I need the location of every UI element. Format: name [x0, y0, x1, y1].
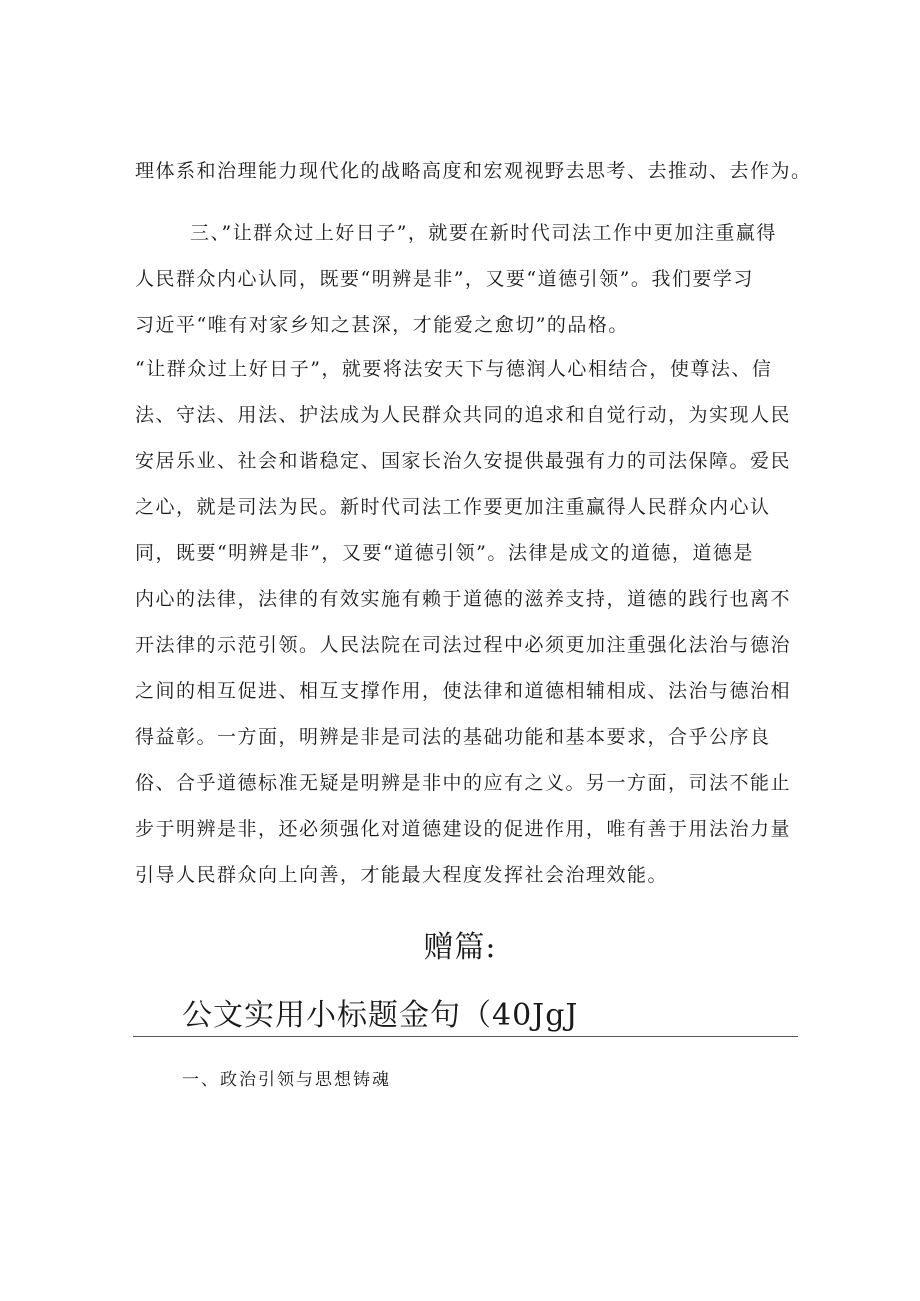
- section-three-line-1: 三、”让群众过上好日子”，就要在新时代司法工作中更加注重赢得: [190, 222, 777, 244]
- body-line: “让群众过上好日子”，就要将法安天下与德润人心相结合，使尊法、信: [135, 358, 773, 380]
- paragraph-line: 理体系和治理能力现代化的战略高度和宏观视野去思考、去推动、去作为。: [135, 160, 812, 182]
- body-line: 内心的法律，法律的有效实施有赖于道德的滋养支持，道德的践行也离不: [135, 588, 792, 610]
- body-line: 安居乐业、社会和谐稳定、国家长治久安提供最强有力的司法保障。爱民: [135, 450, 792, 472]
- body-line: 引导人民群众向上向善，才能最大程度发挥社会治理效能。: [135, 864, 669, 886]
- bonus-heading: 赠篇:: [423, 930, 497, 965]
- body-line: 开法律的示范引领。人民法院在司法过程中必须更加注重强化法治与德治: [135, 634, 792, 656]
- section-one-heading: 一、政治引领与思想铸魂: [182, 1070, 391, 1090]
- body-line: 之间的相互促进、相互支撑作用，使法律和道德相辅相成、法治与德治相: [135, 680, 792, 702]
- body-paragraph: [135, 356, 791, 908]
- body-line: 之心，就是司法为民。新时代司法工作要更加注重赢得人民群众内心认: [135, 496, 771, 518]
- section-three-line-2: 人民群众内心认同，既要“明辨是非”，又要“道德引领”。我们要学习: [135, 268, 754, 290]
- body-line: 得益彰。一方面，明辨是非是司法的基础功能和基本要求，合乎公序良: [135, 726, 771, 748]
- body-line: 俗、合乎道德标准无疑是明辨是非中的应有之义。另一方面，司法不能止: [135, 772, 792, 794]
- bonus-subtitle: 公文实用小标题金句（40JgJ: [182, 998, 579, 1033]
- body-line: 步于明辨是非，还必须强化对道德建设的促进作用，唯有善于用法治力量: [135, 818, 792, 840]
- body-line: 法、守法、用法、护法成为人民群众共同的追求和自觉行动，为实现人民: [135, 404, 792, 426]
- section-three-line-3: 习近平“唯有对家乡知之甚深，才能爱之愈切”的品格。: [135, 314, 629, 336]
- body-line: 同，既要“明辨是非”，又要“道德引领”。法律是成文的道德，道德是: [135, 542, 754, 564]
- horizontal-divider: [133, 1036, 798, 1037]
